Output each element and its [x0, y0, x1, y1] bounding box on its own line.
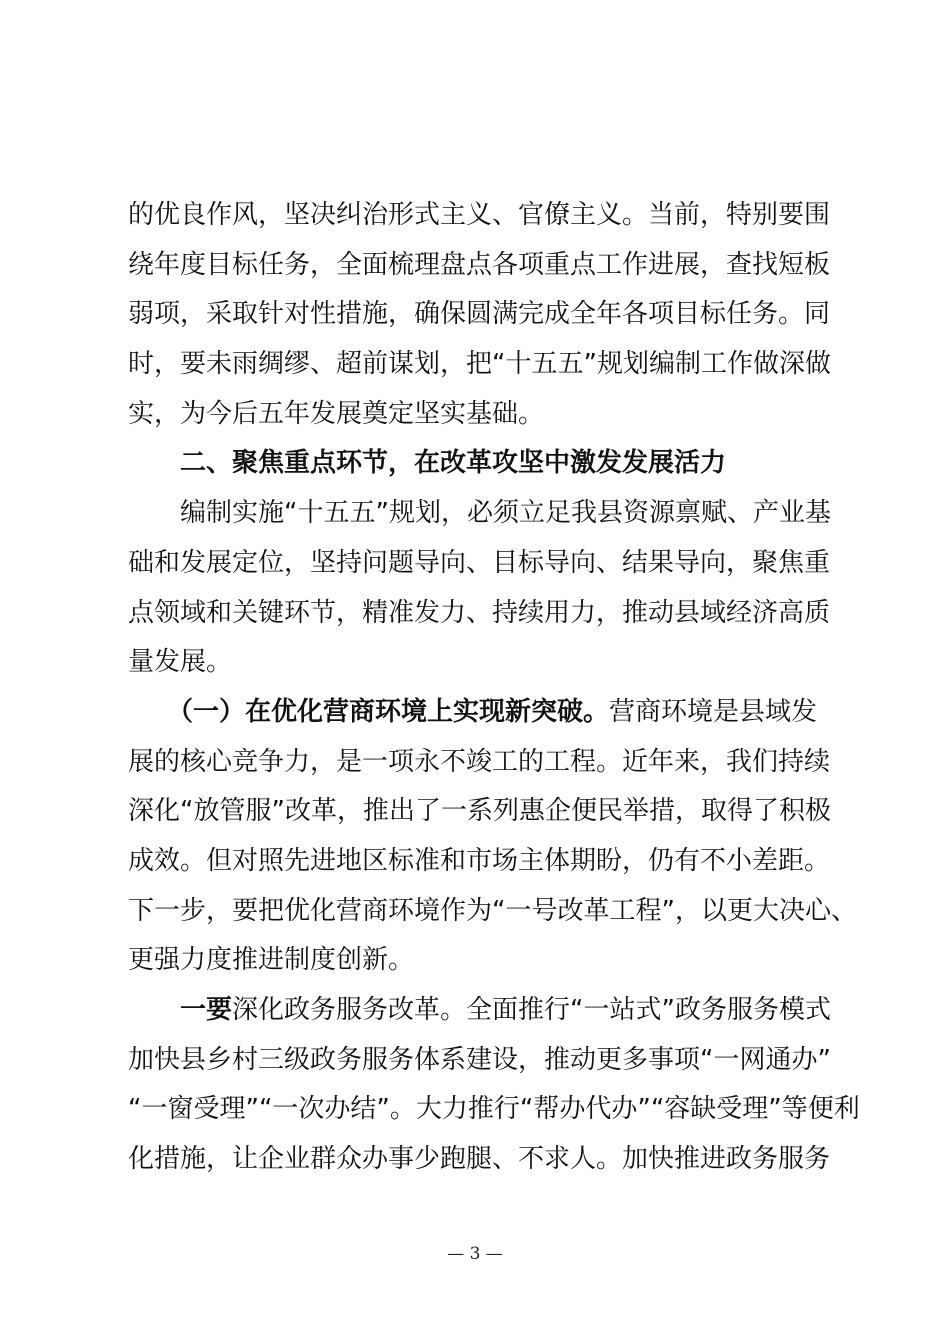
text-line	[128, 196, 831, 246]
text-line	[128, 395, 828, 445]
text-line	[128, 643, 828, 693]
text-line	[128, 941, 828, 991]
text-segment	[128, 995, 180, 1025]
text-line	[128, 494, 831, 544]
text-segment: 深化政务服务改革。全面推行“一站式”政务服务模式	[232, 995, 831, 1025]
text-line	[128, 246, 831, 296]
text-line	[128, 1090, 860, 1140]
text-line	[128, 1041, 831, 1091]
text-segment: 营商环境是县域发	[609, 696, 818, 727]
text-segment: 绕年度目标任务，全面梳理盘点各项重点工作进展，查找短板	[128, 249, 831, 280]
text-segment	[128, 697, 180, 727]
text-line	[128, 594, 831, 644]
text-segment: 深化“放管服”改革，推出了一系列惠企便民举措，取得了积极	[128, 796, 831, 827]
text-segment: 化措施，让企业群众办事少跑腿、不求人。加快推进政务服务	[128, 1144, 831, 1175]
bold-text-segment: 二、聚焦重点环节，在改革攻坚中激发发展活力	[180, 448, 727, 479]
text-line	[128, 544, 831, 594]
text-segment: 量发展。	[128, 647, 233, 678]
text-line	[128, 693, 828, 743]
bold-text-segment: 一要	[180, 995, 233, 1025]
text-segment: 的优良作风，坚决纠治形式主义、官僚主义。当前，特别要围	[128, 200, 831, 230]
document-body	[128, 196, 860, 1190]
text-segment: 弱项，采取针对性措施，确保圆满完成全年各项目标任务。同	[128, 299, 831, 330]
text-segment: 实，为今后五年发展奠定坚实基础。	[128, 398, 545, 429]
text-line	[128, 1140, 831, 1190]
text-segment: 时，要未雨绸缪、超前谋划，把“十五五”规划编制工作做深做	[128, 349, 831, 380]
text-segment: 成效。但对照先进地区标准和市场主体期盼，仍有不小差距。	[128, 845, 831, 876]
text-segment: “一窗受理”“一次办结”。大力推行“帮办代办”“容缺受理”等便利	[128, 1094, 860, 1125]
text-line	[128, 991, 831, 1041]
text-line	[128, 892, 857, 942]
text-segment: 编制实施“十五五”规划，必须立足我县资源禀赋、产业基	[128, 498, 831, 529]
text-segment: 加快县乡村三级政务服务体系建设，推动更多事项“一网通办”	[128, 1044, 831, 1075]
text-line	[128, 345, 831, 395]
page-number: — 3 —	[447, 1244, 503, 1264]
text-segment: 础和发展定位，坚持问题导向、目标导向、结果导向，聚焦重	[128, 547, 831, 578]
text-segment: 更强力度推进制度创新。	[128, 945, 415, 976]
text-segment: 点领域和关键环节，精准发力、持续用力，推动县域经济高质	[128, 597, 831, 628]
text-line	[128, 842, 831, 892]
text-line	[128, 444, 828, 494]
text-line	[128, 743, 831, 793]
text-line	[128, 295, 831, 345]
text-segment: 展的核心竞争力，是一项永不竣工的工程。近年来，我们持续	[128, 746, 831, 777]
bold-text-segment: （一）在优化营商环境上实现新突破。	[180, 696, 610, 727]
text-segment: 下一步，要把优化营商环境作为“一号改革工程”，以更大决心、	[128, 895, 857, 926]
text-line	[128, 792, 831, 842]
text-segment	[128, 448, 180, 478]
